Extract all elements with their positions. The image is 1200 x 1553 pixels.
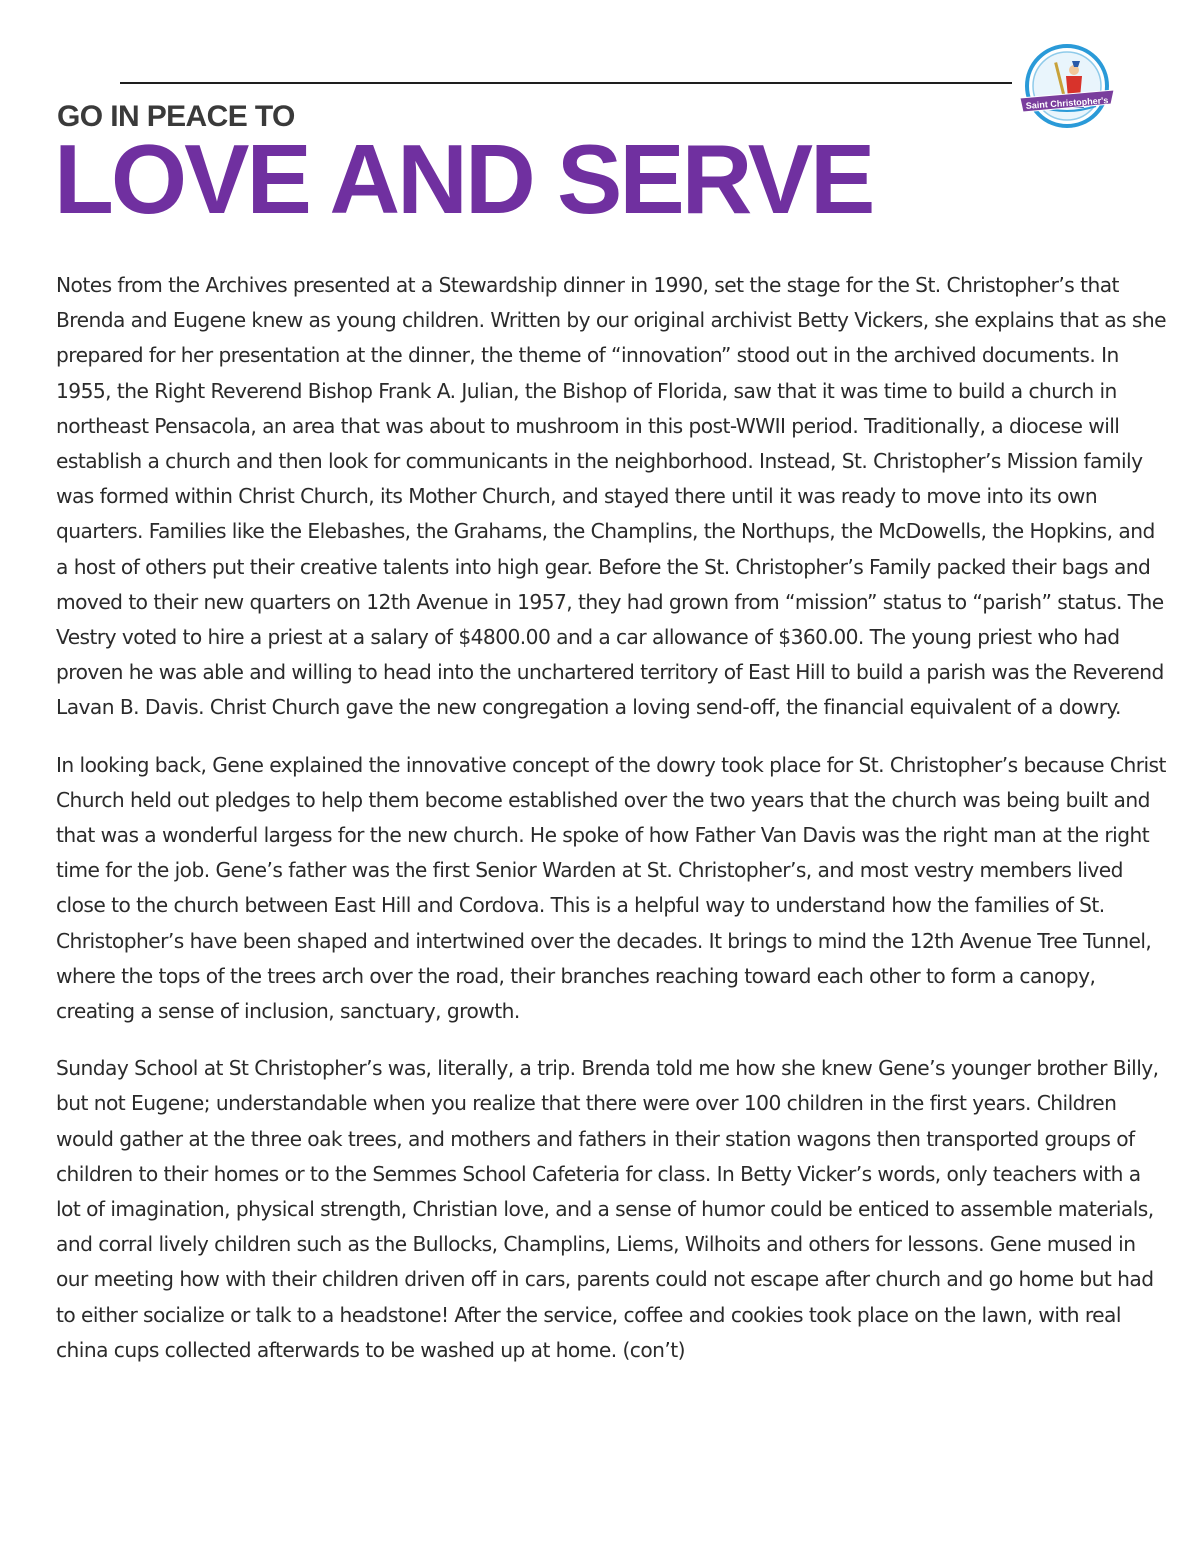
- logo-banner-text: Saint Christopher's: [1025, 95, 1109, 111]
- kicker-heading: GO IN PEACE TO: [57, 100, 295, 133]
- paragraph-archives: Notes from the Archives presented at a Stewardship dinner in 1990, set the stage for the St. Christopher’s that Brenda and Eugene knew as young children. Written by our original archivist Betty Vickers, she explains that as she prepared for her presentation at the dinner, the theme of “innovation” stood out in the archived documents. In 1955, the Right Reverend Bishop Frank A. Julian, the Bishop of Florida, saw that it was time to build a church in northeast Pensacola, an area that was about to mushroom in this post-WWII period. Traditionally, a diocese will establish a church and then look for communicants in the neighborhood. Instead, St. Christopher’s Mission family was formed within Christ Church, its Mother Church, and stayed there until it was ready to move into its own quarters. Families like the Elebashes, the Grahams, the Champlins, the Northups, the McDowells, the Hopkins, and a host of others put their creative talents into high gear. Before the St. Christopher’s Family packed their bags and moved to their new quarters on 12th Avenue in 1957, they had grown from “mission” status to “parish” status. The Vestry voted to hire a priest at a salary of $4800.00 and a car allowance of $360.00. The young priest who had proven he was able and willing to head into the unchartered territory of East Hill to build a parish was the Reverend Lavan B. Davis. Christ Church gave the new congregation a loving send-off, the financial equivalent of a dowry.: [56, 273, 1166, 720]
- paragraph-dowry: In looking back, Gene explained the innovative concept of the dowry took place for St. Christopher’s because Christ Church held out pledges to help them become established over the two years that the church was being built and that was a wonderful largess for the new church. He spoke of how Father Van Davis was the right man at the right time for the job. Gene’s father was the first Senior Warden at St. Christopher’s, and most vestry members lived close to the church between East Hill and Cordova. This is a helpful way to understand how the families of St. Christopher’s have been shaped and intertwined over the decades. It brings to mind the 12th Avenue Tree Tunnel, where the tops of the trees arch over the road, their branches reaching toward each other to form a canopy, creating a sense of inclusion, sanctuary, growth.: [56, 752, 1166, 1024]
- header-divider: [120, 82, 1012, 84]
- paragraph-sunday-school: Sunday School at St Christopher’s was, literally, a trip. Brenda told me how she knew Gene’s younger brother Billy, but not Eugene; understandable when you realize that there were over 100 children in the first years. Children would gather at the three oak trees, and mothers and fathers in their station wagons then transported groups of children to their homes or to the Semmes School Cafeteria for class. In Betty Vicker’s words, only teachers with a lot of imagination, physical strength, Christian love, and a sense of humor could be enticed to assemble materials, and corral lively children such as the Bullocks, Champlins, Liems, Wilhoits and others for lessons. Gene mused in our meeting how with their children driven off in cars, parents could not escape after church and go home but had to either socialize or talk to a headstone! After the service, coffee and cookies took place on the lawn, with real china cups collected afterwards to be washed up at home. (con’t): [56, 1056, 1159, 1362]
- saint-christophers-emblem-icon: [1014, 40, 1120, 132]
- saint-christophers-logo: [1014, 40, 1120, 132]
- page-title: LOVE AND SERVE: [54, 124, 873, 234]
- article-body: [56, 268, 1166, 1390]
